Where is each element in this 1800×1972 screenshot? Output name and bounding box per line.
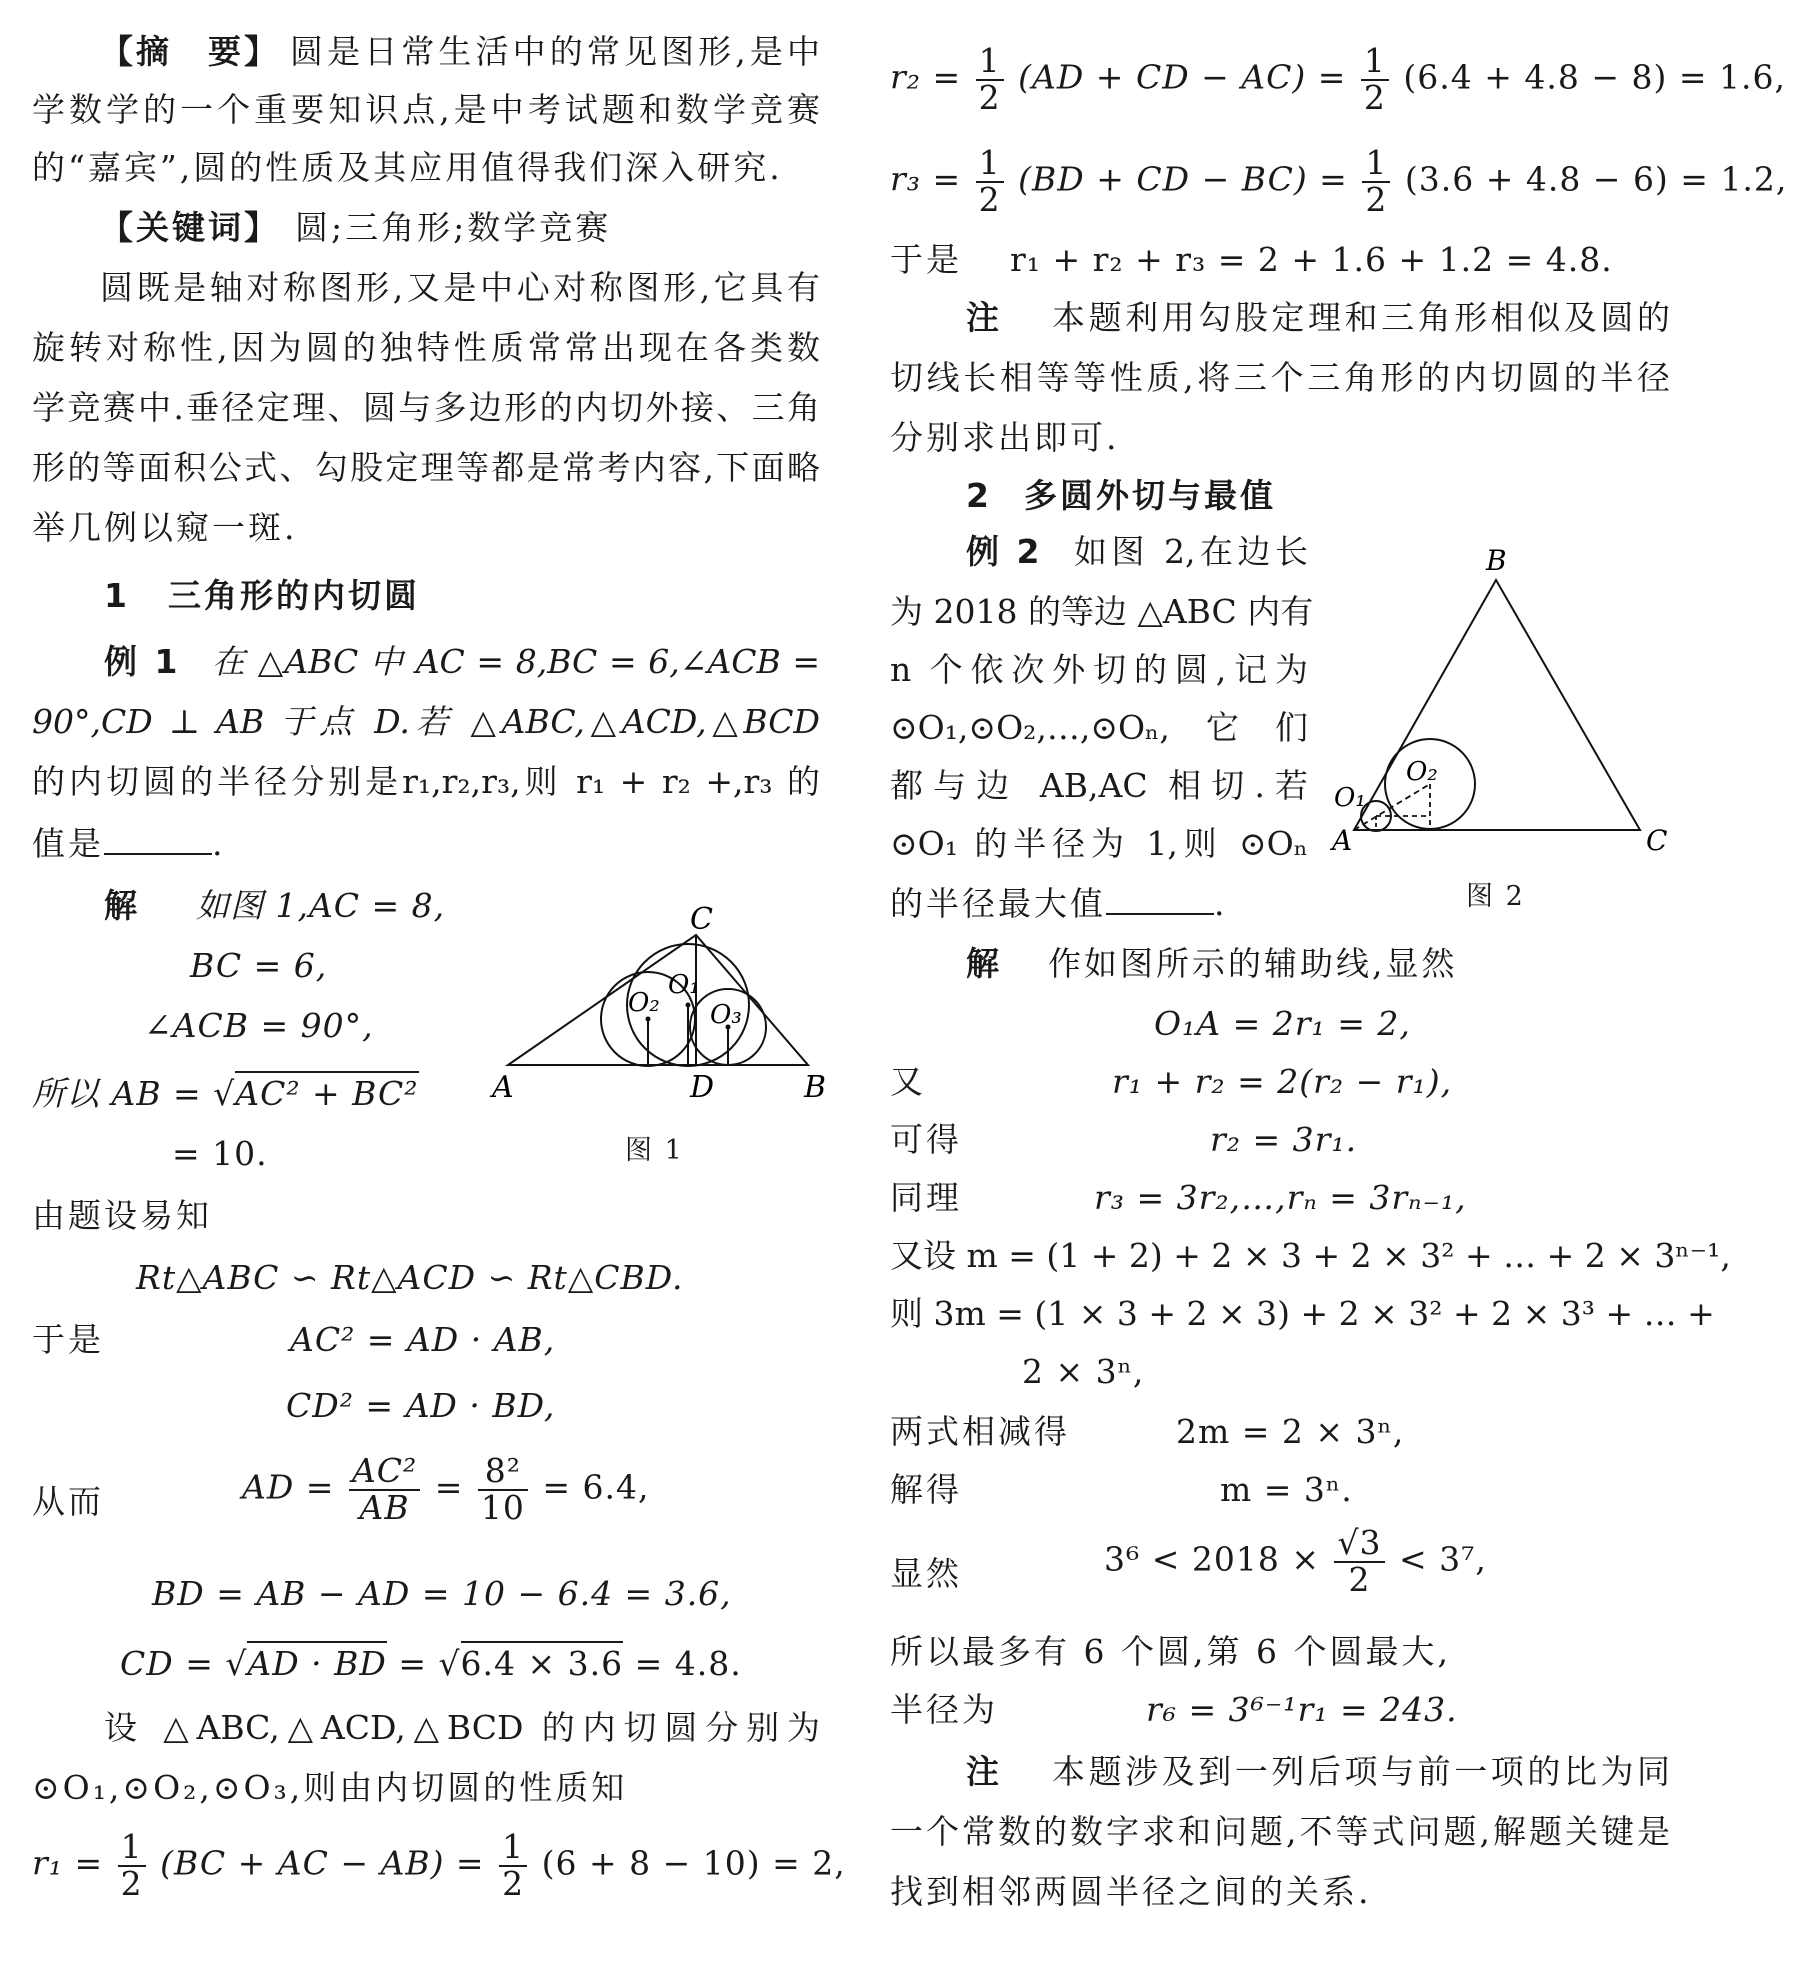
example-2-line-1: 如图 2,在边长 — [1074, 532, 1308, 571]
half-num: 1 — [976, 44, 1004, 81]
example-2-question: 的半径最大值 — [890, 884, 1106, 923]
r3-mid: (BD + CD − BC) = — [1018, 159, 1348, 199]
m-line-1: 又设 m = (1 + 2) + 2 × 3 + 2 × 3² + … + 2 × 3ⁿ⁻¹, — [890, 1236, 1731, 1275]
fig1-label-b: B — [804, 1070, 827, 1105]
eq-r2-3r1: r₂ = 3r₁. — [1210, 1120, 1358, 1159]
answer-blank-2 — [1106, 887, 1214, 915]
note-1-label: 注 — [966, 298, 1002, 337]
half-num: 1 — [499, 1830, 527, 1867]
r3-half-2 — [1362, 143, 1390, 219]
ineq-frac — [1334, 1523, 1384, 1599]
solution-1-line-3: ∠ACB = 90°, — [144, 1006, 374, 1045]
eq-r6: r₆ = 3⁶⁻¹r₁ = 243. — [1146, 1690, 1458, 1729]
eq-m: m = 3ⁿ. — [1220, 1470, 1353, 1509]
half-den: 2 — [978, 179, 1001, 219]
abstract-line-2: 学数学的一个重要知识点,是中考试题和数学竞赛 — [32, 90, 820, 129]
congers: 从而 — [32, 1482, 104, 1521]
solution-1-label: 解 — [104, 886, 140, 925]
m-line-2: 则 3m = (1 × 3 + 2 × 3) + 2 × 3² + 2 × 3³ + … + — [890, 1294, 1715, 1333]
half-den: 2 — [120, 1863, 143, 1903]
eq-o1a: O₁A = 2r₁ = 2, — [1154, 1004, 1411, 1043]
half-num: 1 — [1361, 44, 1389, 81]
ad-result: = 6.4, — [542, 1467, 650, 1507]
ad-frac-2-den: 10 — [480, 1487, 525, 1527]
keywords: 圆;三角形;数学竞赛 — [295, 208, 612, 247]
solution-1-line-1: 如图 1,AC = 8, — [196, 886, 446, 925]
fig2-label-o2: O₂ — [1406, 757, 1438, 787]
solution-1-line-5: = 10. — [172, 1134, 268, 1173]
r1-mid: (BC + AC − AB) = — [160, 1843, 485, 1883]
fig1-label-o3: O₃ — [710, 1000, 742, 1030]
eq-sum: r₁ + r₂ + r₃ = 2 + 1.6 + 1.2 = 4.8. — [1010, 240, 1613, 279]
subtract: 两式相减得 — [890, 1412, 1070, 1451]
equilateral-triangle-abc — [1354, 580, 1640, 830]
figure-1-caption: 图 1 — [625, 1135, 684, 1166]
eq-inequality — [1104, 1523, 1487, 1599]
eq-r2 — [890, 41, 1786, 117]
tongli: 同理 — [890, 1178, 962, 1217]
kede: 可得 — [890, 1120, 962, 1159]
r2-result: (6.4 + 4.8 − 8) = 1.6, — [1403, 57, 1786, 97]
note-2-line-3: 找到相邻两圆半径之间的关系. — [890, 1872, 1372, 1911]
half-den: 2 — [1363, 77, 1386, 117]
half-den: 2 — [978, 77, 1001, 117]
easy-know: 由题设易知 — [32, 1196, 212, 1235]
ineq-rhs: < 3⁷, — [1399, 1539, 1487, 1579]
abstract-label-text: 【摘 要】 — [100, 32, 280, 71]
ad-frac-1-num: AC² — [349, 1454, 420, 1491]
section-2-number: 2 — [966, 476, 992, 515]
fig2-label-o1: O₁ — [1334, 783, 1366, 813]
example-1-line-1: 在 △ABC 中 AC = 8,BC = 6,∠ACB = — [212, 642, 820, 681]
eq-cd: CD = √AD · BD = √6.4 × 3.6 = 4.8. — [120, 1642, 742, 1686]
example-1-line-2: 90°,CD ⊥ AB 于点 D.若 △ABC,△ACD,△BCD — [32, 702, 820, 741]
r2-lhs: r₂ = — [890, 57, 962, 97]
note-2-label: 注 — [966, 1752, 1002, 1791]
intro-line-5: 举几例以窥一斑. — [32, 508, 298, 547]
ab-lhs: 所以 AB = — [32, 1074, 214, 1113]
r3-lhs: r₃ = — [890, 159, 962, 199]
section-2-title: 多圆外切与最值 — [1024, 476, 1276, 515]
eq-r1-r2: r₁ + r₂ = 2(r₂ − r₁), — [1112, 1062, 1453, 1101]
m-line-3: 2 × 3ⁿ, — [1022, 1352, 1145, 1391]
solution-1-line-4: 所以 AB = √AC² + BC² — [32, 1072, 419, 1116]
note-1-line-3: 分别求出即可. — [890, 418, 1120, 457]
solution-2-text: 作如图所示的辅助线,显然 — [1048, 944, 1458, 983]
eq-bd: BD = AB − AD = 10 − 6.4 = 3.6, — [152, 1574, 732, 1613]
eq-cd-squared: CD² = AD · BD, — [286, 1386, 556, 1425]
figure-2 — [1330, 540, 1680, 860]
example-1-line-3: 的内切圆的半径分别是r₁,r₂,r₃,则 r₁ + r₂ +,r₃ 的 — [32, 762, 820, 801]
ad-frac-2-num: 8² — [478, 1454, 528, 1491]
example-1-line-4: 值是 . — [32, 824, 226, 863]
ab-radicand: AC² + BC² — [235, 1071, 418, 1113]
answer-blank-1 — [104, 827, 212, 855]
eq-2m: 2m = 2 × 3ⁿ, — [1176, 1412, 1405, 1451]
note-2-line-1: 本题涉及到一列后项与前一项的比为同 — [1052, 1752, 1670, 1791]
section-1-title: 三角形的内切圆 — [168, 576, 420, 615]
eq-r3 — [890, 143, 1788, 219]
abstract-label — [100, 30, 280, 74]
you: 又 — [890, 1062, 926, 1101]
keywords-label: 【关键词】 — [100, 208, 280, 247]
xianran: 显然 — [890, 1554, 962, 1593]
ad-mid: = — [434, 1467, 464, 1507]
example-2-line-7: 的半径最大值 . — [890, 884, 1228, 923]
solution-2-label: 解 — [966, 944, 1002, 983]
ad-lhs: AD = — [242, 1467, 335, 1507]
example-1-question: 值是 — [32, 824, 104, 863]
most-circles: 所以最多有 6 个圆,第 6 个圆最大, — [890, 1632, 1451, 1671]
example-2-line-3: n 个依次外切的圆,记为 — [890, 650, 1308, 689]
r3-half-1 — [976, 143, 1004, 219]
fig1-label-o2: O₂ — [628, 988, 660, 1018]
fig1-label-a: A — [492, 1070, 514, 1105]
yushi-right: 于是 — [890, 240, 962, 279]
intro-line-3: 学竞赛中.垂径定理、圆与多边形的内切外接、三角 — [32, 388, 820, 427]
note-1-line-2: 切线长相等等性质,将三个三角形的内切圆的半径 — [890, 358, 1670, 397]
r1-lhs: r₁ = — [32, 1843, 104, 1883]
figure-2-caption: 图 2 — [1466, 881, 1525, 912]
half-den: 2 — [502, 1863, 525, 1903]
yushi-left: 于是 — [32, 1320, 104, 1359]
half-num: 1 — [118, 1830, 146, 1867]
half-den: 2 — [1365, 179, 1388, 219]
example-2-label: 例 2 — [966, 532, 1043, 571]
intro-line-1: 圆既是轴对称图形,又是中心对称图形,它具有 — [100, 268, 820, 307]
radius-label: 半径为 — [890, 1690, 998, 1729]
ineq-lhs: 3⁶ < 2018 × — [1104, 1539, 1320, 1579]
intro-line-4: 形的等面积公式、勾股定理等都是常考内容,下面略 — [32, 448, 820, 487]
eq-rn: r₃ = 3r₂,…,rₙ = 3rₙ₋₁, — [1094, 1178, 1467, 1217]
r2-mid: (AD + CD − AC) = — [1018, 57, 1347, 97]
ad-frac-2 — [478, 1451, 528, 1527]
fig1-label-c: C — [690, 902, 713, 937]
cd-result: = 4.8. — [623, 1644, 742, 1683]
fig1-label-o1: O₁ — [668, 970, 700, 1000]
fig2-label-b: B — [1486, 544, 1507, 577]
eq-ac-squared: AC² = AD · AB, — [290, 1320, 556, 1359]
example-1-label: 例 1 — [104, 642, 181, 681]
abstract-line-1: 圆是日常生活中的常见图形,是中 — [290, 32, 820, 71]
r2-half-2 — [1361, 41, 1389, 117]
figure-1 — [488, 885, 828, 1105]
ineq-den: 2 — [1348, 1559, 1371, 1599]
solution-1-line-2: BC = 6, — [190, 946, 328, 985]
half-num: 1 — [976, 146, 1004, 183]
note-2-line-2: 一个常数的数字求和问题,不等式问题,解题关键是 — [890, 1812, 1670, 1851]
cd-radicand-1: AD · BD — [247, 1641, 386, 1683]
section-1-number: 1 — [104, 576, 130, 615]
set-incircles-line-1: 设 △ABC,△ACD,△BCD 的内切圆分别为 — [104, 1708, 820, 1747]
half-num: 1 — [1362, 146, 1390, 183]
example-2-line-5: 都与边 AB,AC 相切.若 — [890, 766, 1308, 805]
cd-lhs: CD = — [120, 1644, 226, 1683]
set-incircles-line-2: ⊙O₁,⊙O₂,⊙O₃,则由内切圆的性质知 — [32, 1768, 628, 1807]
eq-ad — [242, 1451, 650, 1527]
cd-mid: = — [386, 1644, 439, 1683]
fig2-label-a: A — [1332, 824, 1353, 857]
ad-frac-1 — [349, 1451, 420, 1527]
ineq-num: √3 — [1334, 1526, 1384, 1563]
example-2-line-2: 为 2018 的等边 △ABC 内有 — [890, 592, 1314, 631]
similar-triangles: Rt△ABC ∽ Rt△ACD ∽ Rt△CBD. — [136, 1258, 684, 1297]
fig2-label-c: C — [1646, 824, 1668, 857]
r1-half-2 — [499, 1827, 527, 1903]
note-1-line-1: 本题利用勾股定理和三角形相似及圆的 — [1052, 298, 1670, 337]
cd-radicand-2: 6.4 × 3.6 — [461, 1641, 624, 1683]
example-2-line-4: ⊙O₁,⊙O₂,…,⊙Oₙ,它们 — [890, 708, 1308, 747]
r1-half-1 — [118, 1827, 146, 1903]
r3-result: (3.6 + 4.8 − 6) = 1.2, — [1404, 159, 1788, 199]
r1-result: (6 + 8 − 10) = 2, — [541, 1843, 846, 1883]
r2-half-1 — [976, 41, 1004, 117]
intro-line-2: 旋转对称性,因为圆的独特性质常常出现在各类数 — [32, 328, 820, 367]
abstract-line-3: 的“嘉宾”,圆的性质及其应用值得我们深入研究. — [32, 148, 783, 187]
jiede: 解得 — [890, 1470, 962, 1509]
eq-r1 — [32, 1827, 846, 1903]
example-2-line-6: ⊙O₁ 的半径为 1,则 ⊙Oₙ — [890, 824, 1308, 863]
ad-frac-1-den: AB — [359, 1487, 410, 1527]
fig1-label-d: D — [690, 1070, 715, 1105]
